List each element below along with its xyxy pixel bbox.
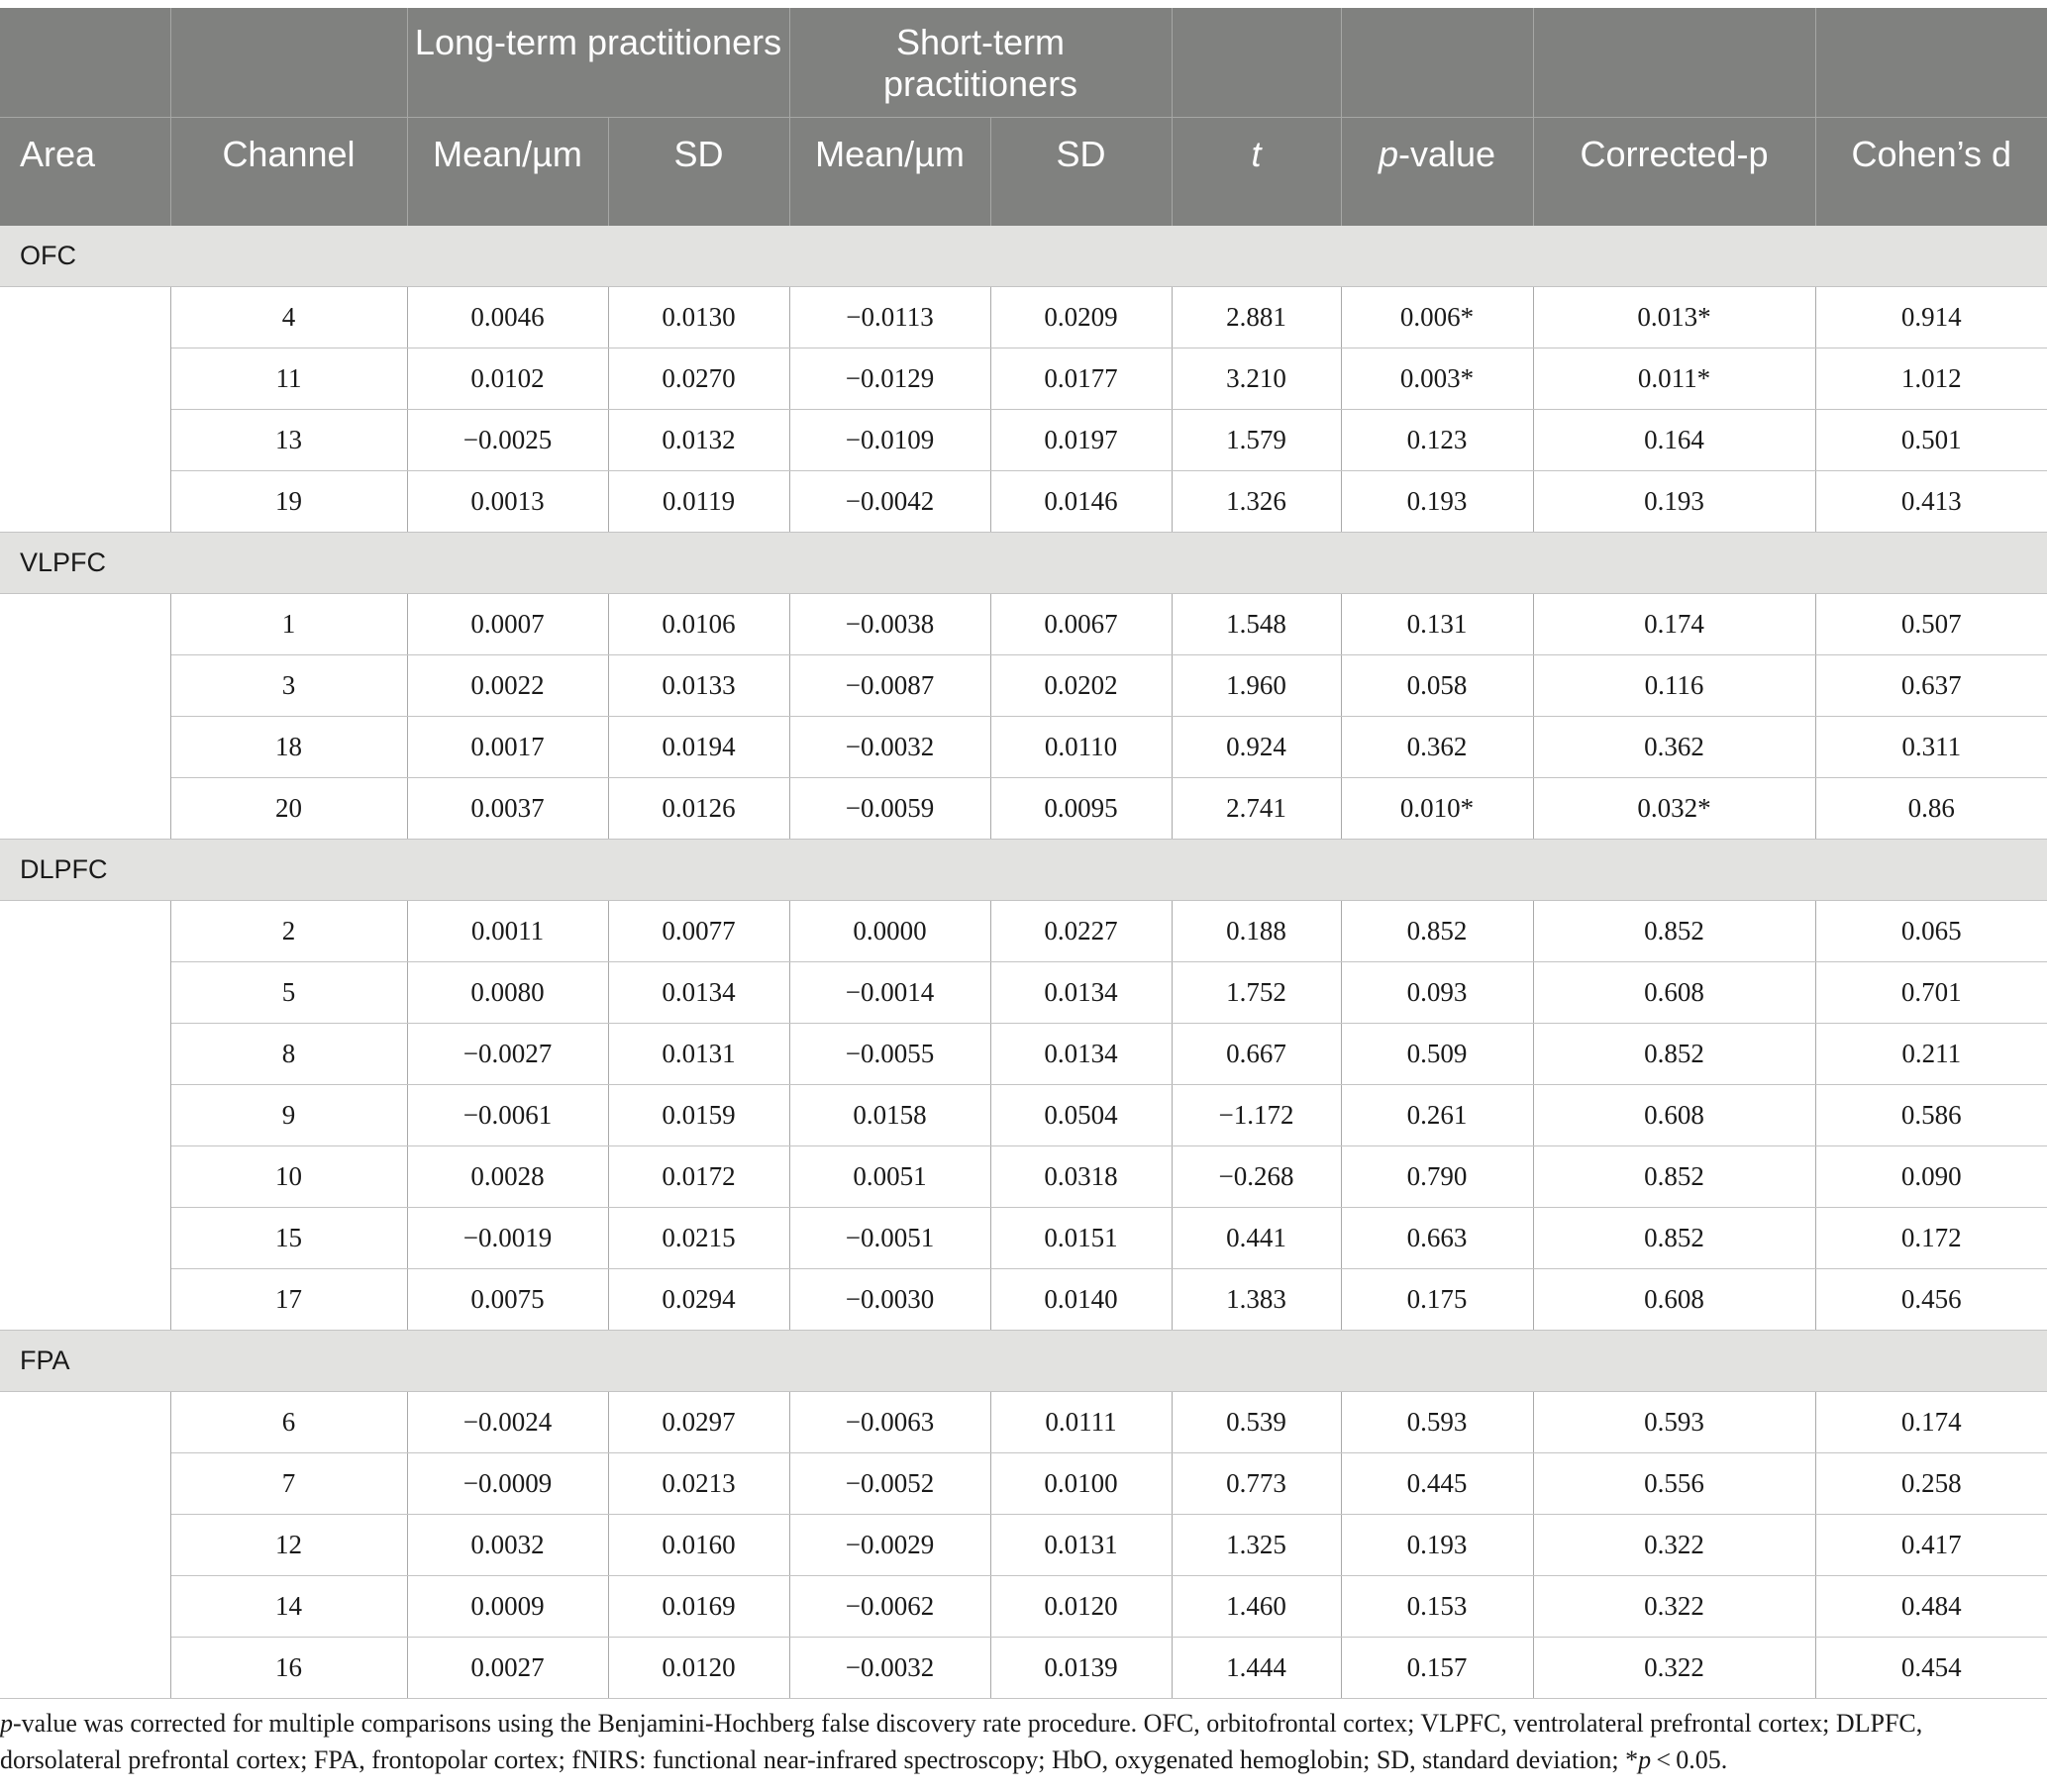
- table-row: [0, 1024, 2047, 1085]
- long-mean-cell: 0.0075: [407, 1269, 608, 1331]
- p-value-cell: 0.175: [1341, 1269, 1533, 1331]
- p-value-cell: 0.593: [1341, 1392, 1533, 1453]
- cohens-d-cell: 0.701: [1815, 962, 2047, 1024]
- long-mean-cell: 0.0022: [407, 655, 608, 717]
- cohens-d-cell: 0.86: [1815, 778, 2047, 840]
- long-sd-cell: 0.0126: [608, 778, 789, 840]
- corrected-p-cell: 0.593: [1533, 1392, 1815, 1453]
- short-mean-cell: 0.0051: [789, 1146, 990, 1208]
- long-mean-cell: 0.0037: [407, 778, 608, 840]
- t-cell: 1.383: [1172, 1269, 1341, 1331]
- table-row: [0, 1269, 2047, 1331]
- channel-cell: 16: [170, 1638, 407, 1699]
- long-mean-cell: −0.0019: [407, 1208, 608, 1269]
- header-long-term-group: Long-term practitioners: [407, 8, 789, 117]
- p-value-cell: 0.261: [1341, 1085, 1533, 1146]
- cohens-d-cell: 1.012: [1815, 348, 2047, 410]
- table-row: [0, 1146, 2047, 1208]
- long-sd-cell: 0.0194: [608, 717, 789, 778]
- header-short-sd: SD: [990, 117, 1172, 226]
- long-mean-cell: −0.0025: [407, 410, 608, 471]
- channel-cell: 7: [170, 1453, 407, 1515]
- short-mean-cell: −0.0032: [789, 717, 990, 778]
- channel-cell: 19: [170, 471, 407, 533]
- p-value-cell: 0.193: [1341, 1515, 1533, 1576]
- short-mean-cell: −0.0032: [789, 1638, 990, 1699]
- area-blank-cell: [0, 594, 170, 840]
- channel-cell: 11: [170, 348, 407, 410]
- short-mean-cell: −0.0129: [789, 348, 990, 410]
- short-sd-cell: 0.0067: [990, 594, 1172, 655]
- corrected-p-cell: 0.011*: [1533, 348, 1815, 410]
- short-sd-cell: 0.0151: [990, 1208, 1172, 1269]
- p-value-cell: 0.663: [1341, 1208, 1533, 1269]
- cohens-d-cell: 0.586: [1815, 1085, 2047, 1146]
- cohens-d-cell: 0.454: [1815, 1638, 2047, 1699]
- p-value-cell: 0.131: [1341, 594, 1533, 655]
- short-sd-cell: 0.0202: [990, 655, 1172, 717]
- header-blank-p: [1341, 8, 1533, 117]
- t-cell: 0.441: [1172, 1208, 1341, 1269]
- channel-cell: 20: [170, 778, 407, 840]
- corrected-p-cell: 0.852: [1533, 1024, 1815, 1085]
- channel-cell: 2: [170, 901, 407, 962]
- t-cell: 3.210: [1172, 348, 1341, 410]
- table-body: [0, 226, 2047, 1699]
- long-mean-cell: 0.0032: [407, 1515, 608, 1576]
- channel-cell: 15: [170, 1208, 407, 1269]
- corrected-p-cell: 0.556: [1533, 1453, 1815, 1515]
- table-row: [0, 1515, 2047, 1576]
- short-mean-cell: −0.0113: [789, 287, 990, 348]
- area-row: [0, 533, 2047, 594]
- short-mean-cell: −0.0087: [789, 655, 990, 717]
- corrected-p-cell: 0.852: [1533, 901, 1815, 962]
- corrected-p-cell: 0.852: [1533, 1208, 1815, 1269]
- cohens-d-cell: 0.413: [1815, 471, 2047, 533]
- cohens-d-cell: 0.065: [1815, 901, 2047, 962]
- cohens-d-cell: 0.211: [1815, 1024, 2047, 1085]
- short-mean-cell: −0.0029: [789, 1515, 990, 1576]
- cohens-d-cell: 0.456: [1815, 1269, 2047, 1331]
- short-sd-cell: 0.0120: [990, 1576, 1172, 1638]
- cohens-d-cell: 0.637: [1815, 655, 2047, 717]
- header-p-italic: p: [1378, 133, 1398, 174]
- channel-cell: 13: [170, 410, 407, 471]
- header-cohens-d: Cohen’s d: [1815, 117, 2047, 226]
- short-sd-cell: 0.0131: [990, 1515, 1172, 1576]
- corrected-p-cell: 0.116: [1533, 655, 1815, 717]
- short-mean-cell: −0.0052: [789, 1453, 990, 1515]
- corrected-p-cell: 0.032*: [1533, 778, 1815, 840]
- channel-cell: 9: [170, 1085, 407, 1146]
- corrected-p-cell: 0.193: [1533, 471, 1815, 533]
- short-sd-cell: 0.0227: [990, 901, 1172, 962]
- table-row: [0, 655, 2047, 717]
- long-mean-cell: 0.0027: [407, 1638, 608, 1699]
- long-mean-cell: 0.0046: [407, 287, 608, 348]
- table-row: [0, 410, 2047, 471]
- p-value-cell: 0.006*: [1341, 287, 1533, 348]
- p-value-cell: 0.852: [1341, 901, 1533, 962]
- corrected-p-cell: 0.608: [1533, 962, 1815, 1024]
- corrected-p-cell: 0.322: [1533, 1515, 1815, 1576]
- short-sd-cell: 0.0095: [990, 778, 1172, 840]
- header-blank-t: [1172, 8, 1341, 117]
- short-mean-cell: −0.0038: [789, 594, 990, 655]
- long-sd-cell: 0.0172: [608, 1146, 789, 1208]
- channel-cell: 17: [170, 1269, 407, 1331]
- corrected-p-cell: 0.322: [1533, 1576, 1815, 1638]
- header-corrected-p: Corrected-p: [1533, 117, 1815, 226]
- header-p-value: [1341, 117, 1533, 226]
- long-mean-cell: 0.0011: [407, 901, 608, 962]
- t-cell: −0.268: [1172, 1146, 1341, 1208]
- cohens-d-cell: 0.258: [1815, 1453, 2047, 1515]
- t-cell: 0.667: [1172, 1024, 1341, 1085]
- p-value-cell: 0.153: [1341, 1576, 1533, 1638]
- long-sd-cell: 0.0131: [608, 1024, 789, 1085]
- channel-cell: 14: [170, 1576, 407, 1638]
- long-sd-cell: 0.0169: [608, 1576, 789, 1638]
- channel-cell: 1: [170, 594, 407, 655]
- table-row: [0, 348, 2047, 410]
- t-cell: 2.881: [1172, 287, 1341, 348]
- t-cell: 0.188: [1172, 901, 1341, 962]
- channel-cell: 3: [170, 655, 407, 717]
- corrected-p-cell: 0.852: [1533, 1146, 1815, 1208]
- area-label: DLPFC: [0, 840, 2047, 901]
- p-value-cell: 0.010*: [1341, 778, 1533, 840]
- short-mean-cell: −0.0059: [789, 778, 990, 840]
- long-mean-cell: 0.0080: [407, 962, 608, 1024]
- p-value-cell: 0.123: [1341, 410, 1533, 471]
- long-sd-cell: 0.0215: [608, 1208, 789, 1269]
- header-channel: Channel: [170, 117, 407, 226]
- short-sd-cell: 0.0146: [990, 471, 1172, 533]
- header-long-mean: Mean/µm: [407, 117, 608, 226]
- short-mean-cell: −0.0014: [789, 962, 990, 1024]
- corrected-p-cell: 0.013*: [1533, 287, 1815, 348]
- long-mean-cell: −0.0024: [407, 1392, 608, 1453]
- results-table: [0, 8, 2047, 1699]
- cohens-d-cell: 0.311: [1815, 717, 2047, 778]
- t-cell: 0.773: [1172, 1453, 1341, 1515]
- t-cell: −1.172: [1172, 1085, 1341, 1146]
- header-long-sd: SD: [608, 117, 789, 226]
- header-area: Area: [0, 117, 170, 226]
- corrected-p-cell: 0.362: [1533, 717, 1815, 778]
- header-blank-channel: [170, 8, 407, 117]
- p-value-cell: 0.509: [1341, 1024, 1533, 1085]
- channel-cell: 18: [170, 717, 407, 778]
- short-mean-cell: 0.0000: [789, 901, 990, 962]
- long-mean-cell: −0.0061: [407, 1085, 608, 1146]
- channel-cell: 4: [170, 287, 407, 348]
- table-row: [0, 1638, 2047, 1699]
- p-value-cell: 0.445: [1341, 1453, 1533, 1515]
- long-sd-cell: 0.0106: [608, 594, 789, 655]
- long-sd-cell: 0.0077: [608, 901, 789, 962]
- short-sd-cell: 0.0134: [990, 962, 1172, 1024]
- short-sd-cell: 0.0209: [990, 287, 1172, 348]
- area-row: [0, 226, 2047, 287]
- table-header: [0, 8, 2047, 226]
- table-row: [0, 778, 2047, 840]
- short-sd-cell: 0.0197: [990, 410, 1172, 471]
- t-cell: 0.539: [1172, 1392, 1341, 1453]
- long-sd-cell: 0.0130: [608, 287, 789, 348]
- corrected-p-cell: 0.608: [1533, 1085, 1815, 1146]
- footnote-p-italic: p: [0, 1709, 13, 1738]
- long-mean-cell: 0.0009: [407, 1576, 608, 1638]
- table-row: [0, 1576, 2047, 1638]
- p-value-cell: 0.157: [1341, 1638, 1533, 1699]
- long-sd-cell: 0.0294: [608, 1269, 789, 1331]
- p-value-cell: 0.058: [1341, 655, 1533, 717]
- short-sd-cell: 0.0139: [990, 1638, 1172, 1699]
- t-cell: 1.325: [1172, 1515, 1341, 1576]
- short-mean-cell: −0.0042: [789, 471, 990, 533]
- t-cell: 1.444: [1172, 1638, 1341, 1699]
- table-row: [0, 287, 2047, 348]
- table-row: [0, 901, 2047, 962]
- channel-cell: 5: [170, 962, 407, 1024]
- header-blank-corrected: [1533, 8, 1815, 117]
- table-row: [0, 1392, 2047, 1453]
- area-label: OFC: [0, 226, 2047, 287]
- long-sd-cell: 0.0160: [608, 1515, 789, 1576]
- short-mean-cell: −0.0063: [789, 1392, 990, 1453]
- table-row: [0, 594, 2047, 655]
- long-sd-cell: 0.0134: [608, 962, 789, 1024]
- long-mean-cell: 0.0028: [407, 1146, 608, 1208]
- cohens-d-cell: 0.174: [1815, 1392, 2047, 1453]
- short-mean-cell: 0.0158: [789, 1085, 990, 1146]
- short-mean-cell: −0.0030: [789, 1269, 990, 1331]
- header-short-term-group: Short-term practitioners: [789, 8, 1172, 117]
- header-t-text: t: [1251, 133, 1262, 174]
- table-row: [0, 1085, 2047, 1146]
- short-mean-cell: −0.0062: [789, 1576, 990, 1638]
- channel-cell: 6: [170, 1392, 407, 1453]
- p-value-cell: 0.790: [1341, 1146, 1533, 1208]
- table-footnote: [0, 1705, 2040, 1778]
- long-mean-cell: 0.0017: [407, 717, 608, 778]
- channel-cell: 8: [170, 1024, 407, 1085]
- header-blank-d: [1815, 8, 2047, 117]
- p-value-cell: 0.003*: [1341, 348, 1533, 410]
- short-mean-cell: −0.0055: [789, 1024, 990, 1085]
- area-row: [0, 840, 2047, 901]
- footnote-text: -value was corrected for multiple comparisons using the Benjamini-Hochberg false discovery rate procedure. OFC, orbitofrontal cortex; VLPFC, ventrolateral prefrontal cortex; DLPFC, dorsolateral prefrontal cortex; FPA, frontopolar cortex; fNIRS: functional near-infrared spectroscopy; HbO, oxygenated hemoglobin; SD, standard deviation; *: [0, 1709, 1923, 1774]
- long-sd-cell: 0.0159: [608, 1085, 789, 1146]
- area-blank-cell: [0, 287, 170, 533]
- long-mean-cell: −0.0009: [407, 1453, 608, 1515]
- corrected-p-cell: 0.322: [1533, 1638, 1815, 1699]
- short-mean-cell: −0.0051: [789, 1208, 990, 1269]
- long-sd-cell: 0.0132: [608, 410, 789, 471]
- t-cell: 1.548: [1172, 594, 1341, 655]
- corrected-p-cell: 0.164: [1533, 410, 1815, 471]
- table-row: [0, 1208, 2047, 1269]
- short-sd-cell: 0.0110: [990, 717, 1172, 778]
- table-row: [0, 717, 2047, 778]
- long-sd-cell: 0.0119: [608, 471, 789, 533]
- long-sd-cell: 0.0133: [608, 655, 789, 717]
- short-sd-cell: 0.0318: [990, 1146, 1172, 1208]
- t-cell: 0.924: [1172, 717, 1341, 778]
- channel-cell: 12: [170, 1515, 407, 1576]
- header-p-rest: -value: [1398, 133, 1496, 174]
- area-blank-cell: [0, 1392, 170, 1699]
- short-mean-cell: −0.0109: [789, 410, 990, 471]
- long-mean-cell: 0.0007: [407, 594, 608, 655]
- p-value-cell: 0.193: [1341, 471, 1533, 533]
- header-blank-area: [0, 8, 170, 117]
- table-row: [0, 962, 2047, 1024]
- short-sd-cell: 0.0100: [990, 1453, 1172, 1515]
- area-row: [0, 1331, 2047, 1392]
- cohens-d-cell: 0.484: [1815, 1576, 2047, 1638]
- footnote-tail: < 0.05.: [1651, 1745, 1728, 1774]
- cohens-d-cell: 0.090: [1815, 1146, 2047, 1208]
- area-label: VLPFC: [0, 533, 2047, 594]
- long-sd-cell: 0.0297: [608, 1392, 789, 1453]
- t-cell: 1.460: [1172, 1576, 1341, 1638]
- short-sd-cell: 0.0111: [990, 1392, 1172, 1453]
- long-sd-cell: 0.0120: [608, 1638, 789, 1699]
- p-value-cell: 0.362: [1341, 717, 1533, 778]
- t-cell: 2.741: [1172, 778, 1341, 840]
- long-mean-cell: 0.0013: [407, 471, 608, 533]
- corrected-p-cell: 0.174: [1533, 594, 1815, 655]
- cohens-d-cell: 0.501: [1815, 410, 2047, 471]
- t-cell: 1.960: [1172, 655, 1341, 717]
- short-sd-cell: 0.0177: [990, 348, 1172, 410]
- channel-cell: 10: [170, 1146, 407, 1208]
- short-sd-cell: 0.0134: [990, 1024, 1172, 1085]
- p-value-cell: 0.093: [1341, 962, 1533, 1024]
- long-sd-cell: 0.0213: [608, 1453, 789, 1515]
- long-mean-cell: 0.0102: [407, 348, 608, 410]
- t-cell: 1.579: [1172, 410, 1341, 471]
- short-sd-cell: 0.0140: [990, 1269, 1172, 1331]
- long-sd-cell: 0.0270: [608, 348, 789, 410]
- cohens-d-cell: 0.914: [1815, 287, 2047, 348]
- cohens-d-cell: 0.507: [1815, 594, 2047, 655]
- header-short-mean: Mean/µm: [789, 117, 990, 226]
- table-row: [0, 1453, 2047, 1515]
- header-t: [1172, 117, 1341, 226]
- corrected-p-cell: 0.608: [1533, 1269, 1815, 1331]
- t-cell: 1.326: [1172, 471, 1341, 533]
- short-sd-cell: 0.0504: [990, 1085, 1172, 1146]
- long-mean-cell: −0.0027: [407, 1024, 608, 1085]
- area-label: FPA: [0, 1331, 2047, 1392]
- table-row: [0, 471, 2047, 533]
- cohens-d-cell: 0.172: [1815, 1208, 2047, 1269]
- t-cell: 1.752: [1172, 962, 1341, 1024]
- area-blank-cell: [0, 901, 170, 1331]
- footnote-p-italic-2: p: [1638, 1745, 1652, 1774]
- cohens-d-cell: 0.417: [1815, 1515, 2047, 1576]
